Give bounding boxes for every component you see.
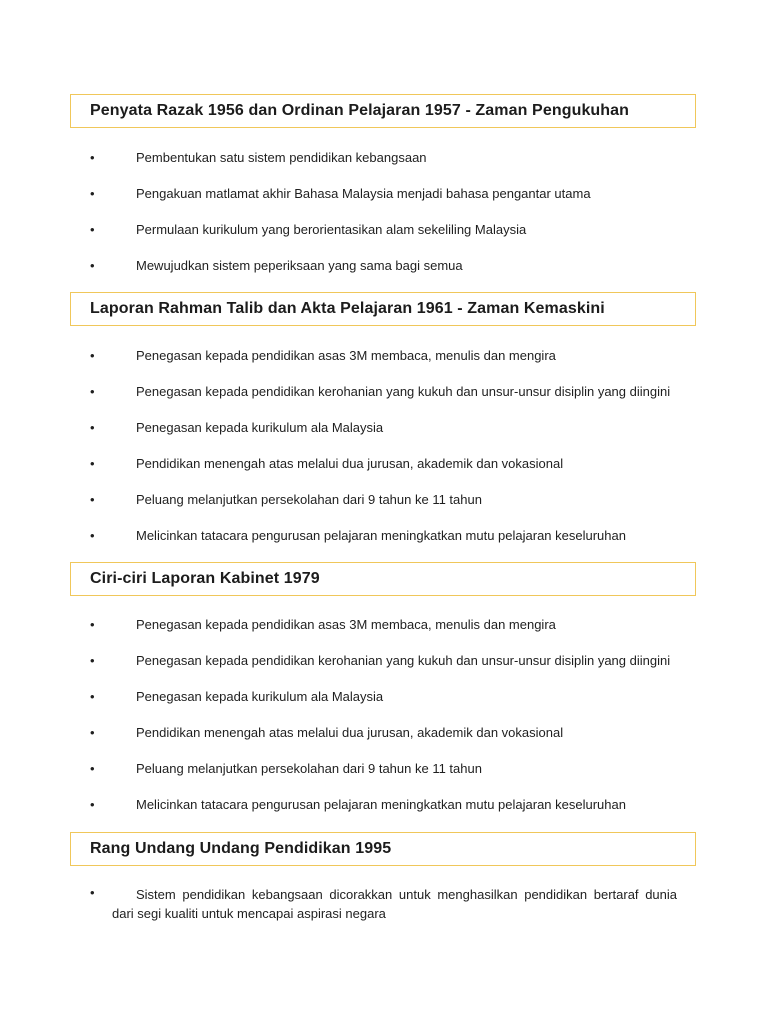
bullet-icon: •	[90, 186, 95, 201]
section-title: Ciri-ciri Laporan Kabinet 1979	[90, 570, 320, 587]
list-item: • Penegasan kepada pendidikan kerohanian yang kukuh dan unsur-unsur disiplin yang diingini	[90, 653, 671, 668]
bullet-icon: •	[90, 761, 95, 776]
bullet-icon: •	[90, 528, 95, 543]
section-header-penyata-razak	[70, 94, 696, 128]
list-item: • Penegasan kepada kurikulum ala Malaysia	[90, 689, 384, 704]
list-item: • Mewujudkan sistem peperiksaan yang sama bagi semua	[90, 258, 463, 273]
section-header-laporan-kabinet	[70, 562, 696, 596]
list-item: • Pengakuan matlamat akhir Bahasa Malaysia menjadi bahasa pengantar utama	[90, 186, 591, 201]
bullet-icon: •	[90, 689, 95, 704]
bullet-icon: •	[90, 384, 95, 399]
bullet-icon: •	[90, 258, 95, 273]
bullet-icon: •	[90, 617, 95, 632]
bullet-icon: •	[90, 725, 95, 740]
list-item: • Penegasan kepada pendidikan asas 3M membaca, menulis dan mengira	[90, 348, 556, 363]
list-item: • Penegasan kepada pendidikan asas 3M membaca, menulis dan mengira	[90, 617, 556, 632]
bullet-icon: •	[90, 348, 95, 363]
bullet-icon: •	[90, 222, 95, 237]
section-title: Laporan Rahman Talib dan Akta Pelajaran 1961 - Zaman Kemaskini	[90, 300, 605, 317]
section-header-rang-undang	[70, 832, 696, 866]
bullet-icon: •	[90, 492, 95, 507]
list-item: • Pendidikan menengah atas melalui dua jurusan, akademik dan vokasional	[90, 456, 564, 471]
section-title: Rang Undang Undang Pendidikan 1995	[90, 840, 392, 857]
bullet-icon: •	[90, 885, 95, 900]
list-item: • Peluang melanjutkan persekolahan dari 9 tahun ke 11 tahun	[90, 761, 482, 776]
list-item: • Penegasan kepada kurikulum ala Malaysia	[90, 420, 384, 435]
bullet-icon: •	[90, 150, 95, 165]
bullet-icon: •	[90, 420, 95, 435]
section-title: Penyata Razak 1956 dan Ordinan Pelajaran 1957 - Zaman Pengukuhan	[90, 102, 630, 119]
list-item: • Melicinkan tatacara pengurusan pelajaran meningkatkan mutu pelajaran keseluruhan	[90, 797, 626, 812]
list-item: • Peluang melanjutkan persekolahan dari 9 tahun ke 11 tahun	[90, 492, 482, 507]
bullet-icon: •	[90, 456, 95, 471]
list-item-text: Sistem pendidikan kebangsaan dicorakkan untuk menghasilkan pendidikan bertaraf dunia dari segi kualiti untuk mencapai aspirasi negara	[112, 887, 677, 921]
list-item: • Melicinkan tatacara pengurusan pelajaran meningkatkan mutu pelajaran keseluruhan	[90, 528, 626, 543]
list-item: • Penegasan kepada pendidikan kerohanian yang kukuh dan unsur-unsur disiplin yang diingini	[90, 384, 671, 399]
list-item: • Pembentukan satu sistem pendidikan kebangsaan	[90, 150, 427, 165]
bullet-icon: •	[90, 653, 95, 668]
section-header-rahman-talib	[70, 292, 696, 326]
list-item: • Pendidikan menengah atas melalui dua jurusan, akademik dan vokasional	[90, 725, 564, 740]
list-item: • Permulaan kurikulum yang berorientasikan alam sekeliling Malaysia	[90, 222, 527, 237]
bullet-icon: •	[90, 797, 95, 812]
bullet-list-laporan-kabinet	[0, 617, 768, 833]
bullet-list-penyata-razak	[0, 150, 768, 294]
bullet-list-rahman-talib	[0, 348, 768, 564]
